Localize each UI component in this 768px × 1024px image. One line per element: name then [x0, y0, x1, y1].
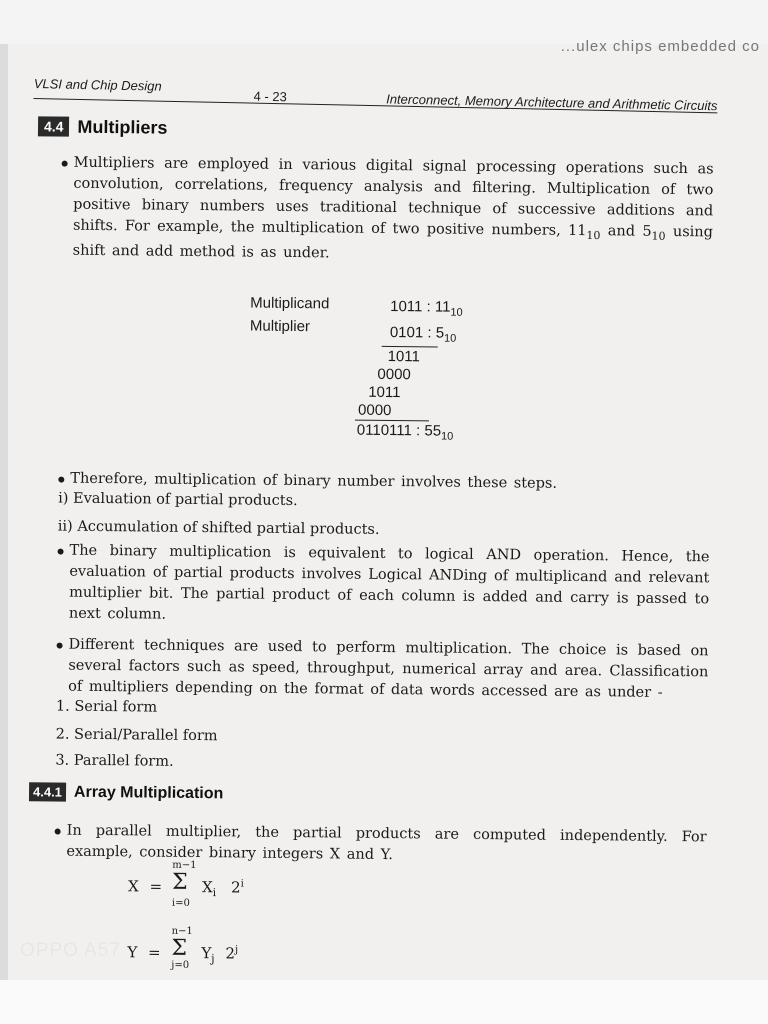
formula-y-term-sub: j [211, 952, 215, 966]
formula-y-lhs: Y [127, 943, 138, 962]
formula-x-lower: i=0 [171, 897, 190, 909]
formula-y-sigma: Σ [171, 935, 188, 961]
multiplier-label: Multiplier [249, 317, 311, 336]
paragraph1-text: Multipliers are employed in various digital signal processing operations such as convolution, correlations, frequency analysis and filtering. Multiplication of two positive binary numbers uses traditional technique of successive additions and shifts. For example, the multiplication of two positive numbers, 11 [72, 154, 714, 240]
step-2: ii) Accumulation of shifted partial products. [57, 518, 380, 538]
multiplicand-label: Multiplicand [250, 294, 330, 313]
formula-x-equals: = [149, 877, 163, 896]
result-value [357, 422, 454, 443]
formula-y-upper: n−1 [171, 925, 193, 937]
partial-product-3: 1011 [368, 383, 401, 402]
paragraph-and-operation: The binary multiplication is equivalent to logical AND operation. Hence, the evaluation of partial products involves Logical ANDing of multiplicand and relevant multiplier bit. The partial product of each column is added and carry is passed to next column. [69, 541, 710, 632]
result-decimal: : 55 [415, 422, 442, 440]
form-serial-parallel: 2. Serial/Parallel form [55, 726, 218, 745]
camera-watermark: OPPO A57 [20, 940, 121, 961]
formula-y-lower: j=0 [171, 959, 190, 971]
header-chapter-title: Interconnect, Memory Architecture and Arithmetic Circuits [386, 91, 718, 114]
paragraph-techniques: Different techniques are used to perform multiplication. The choice is based on several factors such as speed, throughput, numerical array and area. Classification of multipliers depending on the format of data words accessed are as under - [68, 635, 709, 705]
formula-x-base: 2 [230, 878, 241, 897]
section-title: Multipliers [77, 116, 168, 138]
paragraph-steps-intro: Therefore, multiplication of binary number involves these steps. [70, 469, 710, 497]
paragraph-parallel-multiplier: In parallel multiplier, the partial products are computed independently. For example, consider binary integers X and Y. [66, 821, 706, 870]
result-subscript: 10 [440, 430, 454, 443]
form-parallel: 3. Parallel form. [55, 752, 174, 770]
paragraph1-mid: and 5 [600, 223, 652, 240]
partial-product-1: 1011 [387, 347, 420, 366]
result-binary: 0110111 [356, 421, 413, 440]
subsection-heading [29, 782, 223, 803]
multiplier-value-text: 0101 : 5 [389, 324, 445, 342]
multiplicand-subscript: 10 [450, 306, 463, 319]
subsection-number: 4.4.1 [29, 782, 66, 801]
paragraph1-subscript-2: 10 [651, 229, 666, 243]
partial-product-4: 0000 [357, 401, 392, 420]
formula-y [127, 943, 166, 961]
paragraph1-end: using shift and add method is as under. [72, 223, 714, 262]
book-page [8, 38, 768, 980]
partial-product-2: 0000 [377, 365, 411, 384]
multiplicand-value [390, 298, 463, 319]
formula-y-equals: = [147, 943, 161, 962]
formula-y-term-var: Y [201, 944, 212, 963]
header-page-number: 4 - 23 [253, 88, 287, 105]
formula-x-term [202, 878, 244, 899]
paragraph1-subscript-1: 10 [586, 228, 601, 243]
top-strip-text: ...ulex chips embedded co [560, 38, 760, 55]
paragraph-multipliers-intro [73, 153, 714, 269]
formula-x-exp: i [240, 878, 244, 890]
formula-x-term-var: X [201, 878, 213, 897]
section-heading [38, 114, 168, 139]
formula-y-term [201, 944, 238, 965]
formula-y-exp: j [235, 944, 239, 956]
formula-y-base: 2 [225, 944, 236, 963]
multiplicand-value-text: 1011 : 11 [390, 298, 451, 316]
form-serial: 1. Serial form [55, 698, 158, 716]
multiplier-subscript: 10 [443, 332, 457, 345]
header-book-title: VLSI and Chip Design [33, 75, 162, 94]
formula-x-term-sub: i [212, 886, 217, 900]
formula-x [128, 877, 168, 895]
multiplier-value [390, 324, 457, 345]
formula-x-lhs: X [127, 877, 139, 896]
page-content [3, 40, 768, 984]
formula-x-upper: m−1 [172, 859, 197, 872]
photo-background-bottom [0, 980, 768, 1024]
subsection-title: Array Multiplication [73, 783, 224, 802]
formula-x-sigma: Σ [171, 869, 188, 895]
step-1: i) Evaluation of partial products. [58, 490, 298, 510]
section-number: 4.4 [38, 116, 70, 136]
